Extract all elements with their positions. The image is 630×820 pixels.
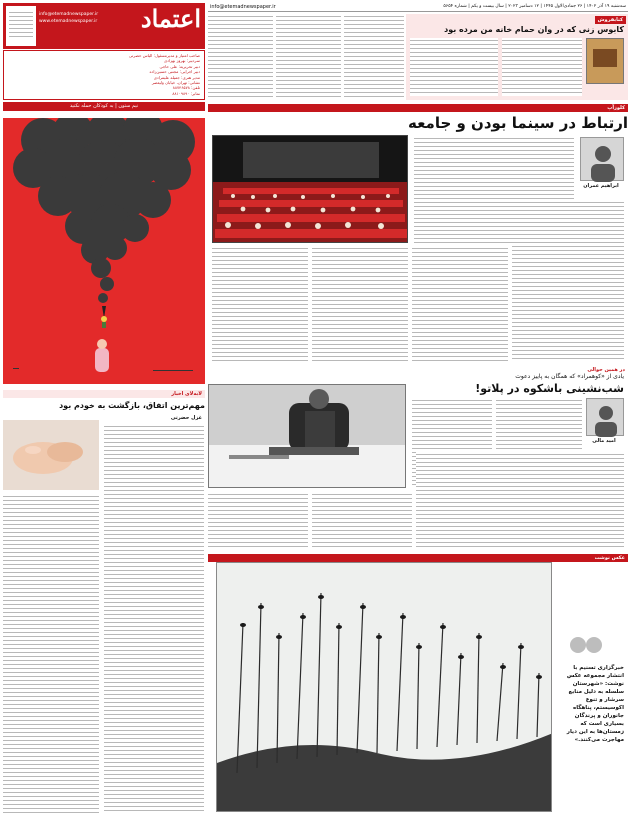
kids-body-1 bbox=[104, 424, 204, 814]
kiosk-headline[interactable]: کابوس زنی که در وان حمام خانه من مرده بود bbox=[444, 25, 624, 34]
cinema-audience-image bbox=[213, 136, 408, 243]
masthead-thumbnail bbox=[6, 6, 36, 46]
kids-body-2 bbox=[3, 494, 99, 814]
smoke-cloud-icon bbox=[3, 118, 205, 384]
front-text-1 bbox=[208, 14, 273, 100]
cinema-author: ابراهیم عمران bbox=[583, 183, 619, 189]
masthead-email[interactable]: info@etemadnewspaper.ir bbox=[39, 12, 99, 17]
header-email[interactable]: info@etemadnewspaper.ir bbox=[210, 4, 276, 10]
person-icon bbox=[581, 138, 625, 182]
memory-body-3 bbox=[208, 492, 308, 548]
kids-headline[interactable]: مهم‌ترین اتفاق، بازگشت به خودم بود bbox=[59, 401, 205, 410]
staff-list bbox=[4, 51, 204, 98]
memory-author-photo bbox=[586, 398, 624, 436]
front-text-2 bbox=[276, 14, 341, 100]
kiosk-body-2 bbox=[410, 38, 498, 96]
reed-photo bbox=[216, 562, 552, 812]
photo-section-tag: عکس نوشت bbox=[208, 554, 628, 562]
newspaper-logo[interactable]: اعتماد bbox=[140, 4, 201, 33]
staff-line: مدیر هنری: جمیله علیمرادی bbox=[153, 74, 200, 80]
person-icon bbox=[587, 399, 625, 437]
photo-caption: خبرگزاری تسنیم با انتشار مجموعه عکس نوشت: «شهرستان سلسله به دلیل منابع سرشار و تنوع اکوسیستم، پناهگاه جانوران و پرندگان بسیاری است که زمستان‌ها به این دیار مهاجرت می‌کنند.» bbox=[566, 665, 624, 743]
cinema-photo bbox=[212, 135, 408, 243]
staff-box bbox=[3, 50, 205, 100]
date-bar bbox=[208, 3, 628, 12]
cartoon-image bbox=[3, 118, 205, 384]
book-cover-image bbox=[586, 38, 624, 84]
quote-icon bbox=[566, 630, 606, 660]
memory-kicker: یادی از «کوهمراد» که همگان به پاییز دعوت bbox=[515, 373, 624, 380]
kids-author: غزل حضرتی bbox=[170, 415, 202, 421]
staff-line: نمابر: ۸۸۱۰۹۸۹۰ bbox=[172, 90, 200, 96]
cinema-headline[interactable]: ارتباط در سینما بودن و جامعه bbox=[407, 114, 628, 132]
cinema-body-4 bbox=[412, 246, 508, 362]
staff-line: دبیر اجرایی: مجتبی حسین‌زاده bbox=[149, 69, 200, 75]
memory-body-5 bbox=[416, 452, 624, 548]
kiosk-article bbox=[406, 14, 628, 100]
memory-author: امید مالی bbox=[592, 438, 616, 444]
memory-section-tag: در همین حوالی bbox=[587, 367, 625, 373]
staff-line: صاحب امتیاز و مدیرمسئول: الیاس حضرتی bbox=[128, 53, 200, 58]
cartoon-caption-bar bbox=[3, 102, 205, 111]
staff-line: دبیر تحریریه: علی حاجی bbox=[159, 63, 200, 69]
staff-line: سردبیر: بهروز بهزادی bbox=[164, 58, 200, 64]
front-text-3 bbox=[344, 14, 404, 100]
memory-body-4 bbox=[312, 492, 412, 548]
kids-section-tag: لابه‌لای اخبار bbox=[3, 390, 205, 398]
masthead-panel bbox=[3, 3, 205, 49]
kiosk-tag: کتابفروش bbox=[595, 16, 626, 24]
kiosk-body bbox=[502, 38, 582, 96]
cinema-section-tag: کلوزآپ bbox=[208, 104, 628, 112]
author-photo bbox=[580, 137, 624, 181]
cinema-body-5 bbox=[512, 200, 624, 362]
hands-photo bbox=[3, 420, 99, 490]
cartoon-caption: نیم ستون | به کودکان حمله نکنید bbox=[69, 103, 139, 109]
staff-line: تلفن: ۸۸۷۴۶۵۷۸ bbox=[172, 85, 200, 91]
masthead-website[interactable]: www.etemadnewspaper.ir bbox=[39, 19, 98, 24]
cinema-body-3 bbox=[312, 246, 408, 362]
reeds-and-birds-image bbox=[217, 563, 552, 812]
date-line: سه‌شنبه ۱۹ آذر ۱۴۰۲ | ۲۶ جمادی‌الاول ۱۴۴۵ | ۱۲ دسامبر ۲۰۲۳ | سال بیست و یکم | شماره ۵۶۵۴ bbox=[443, 4, 626, 9]
hands-image bbox=[3, 420, 99, 490]
memory-photo bbox=[208, 384, 406, 488]
staff-line: نشانی: تهران، خیابان ولیعصر bbox=[151, 80, 200, 86]
memory-headline[interactable]: شب‌نشینی باشکوه در پلاتو! bbox=[475, 382, 624, 395]
seated-man-image bbox=[209, 385, 406, 488]
cinema-body-2 bbox=[212, 246, 308, 362]
